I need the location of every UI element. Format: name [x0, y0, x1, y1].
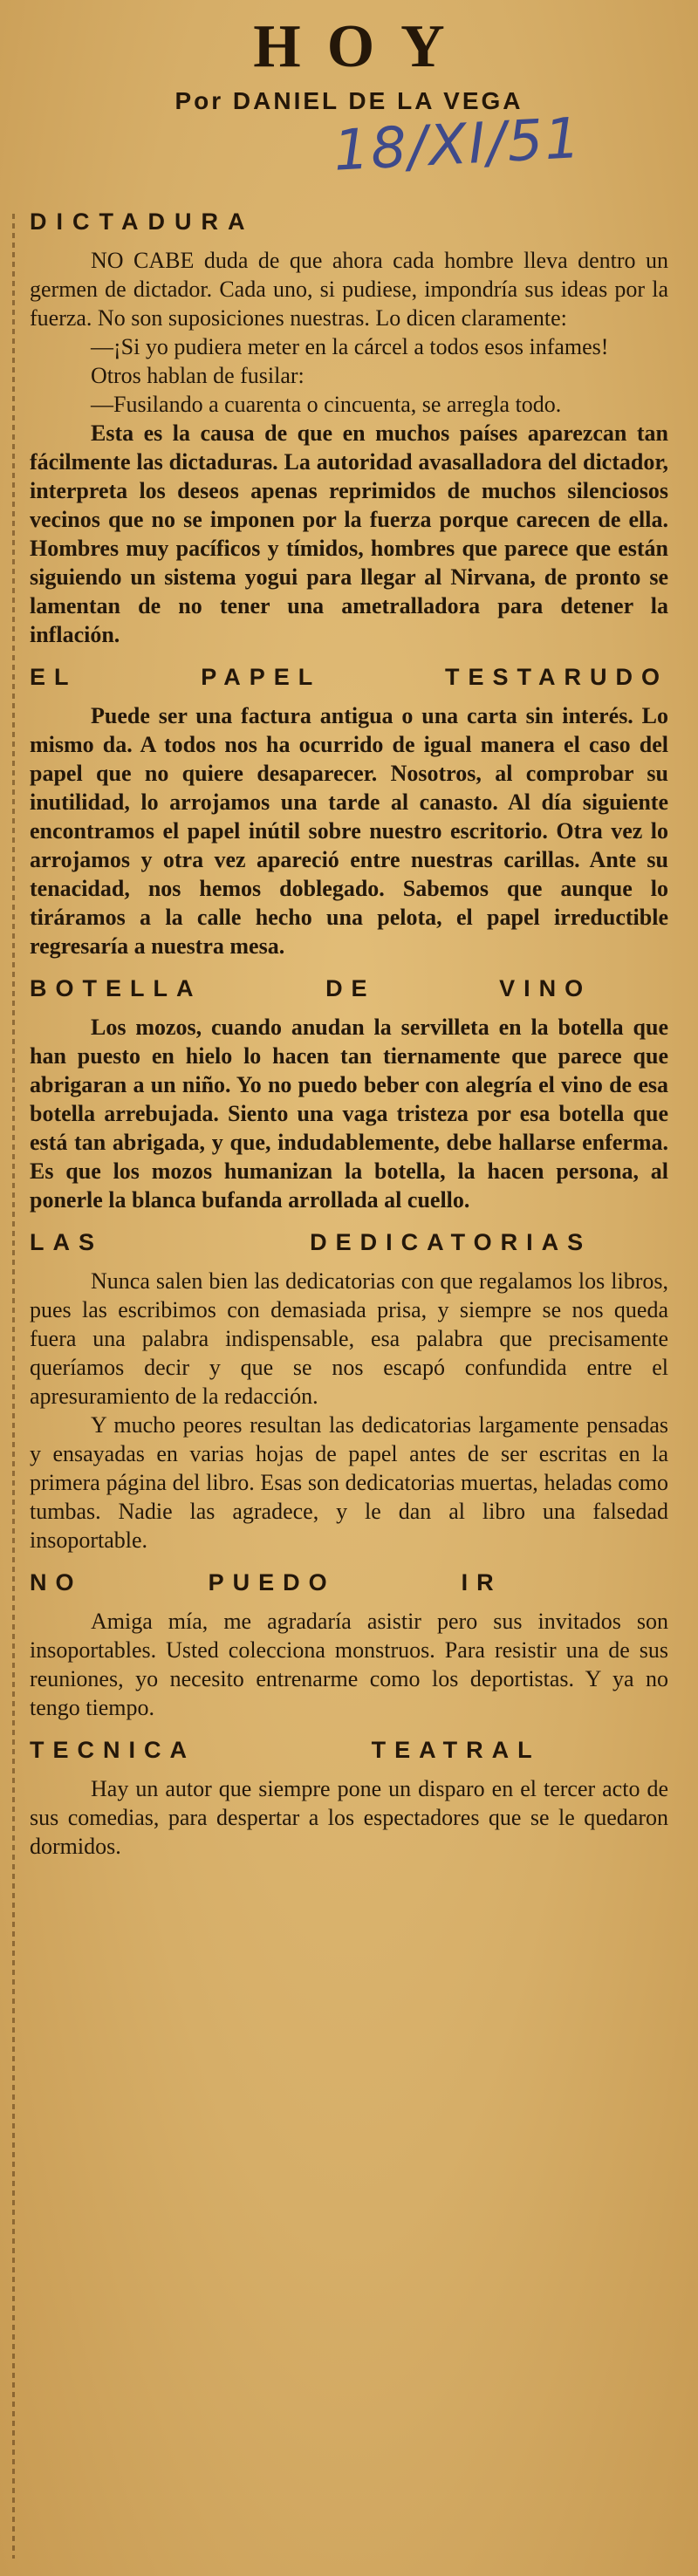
- paragraph: Hay un autor que siempre pone un disparo en el tercer acto de sus comedias, para despertar a los espectadores que se le quedaron dormidos.: [30, 1776, 668, 1859]
- heading-word: PUEDO: [208, 1569, 336, 1595]
- heading-word: NO: [30, 1569, 83, 1595]
- section-heading: [30, 1225, 592, 1260]
- section-tecnica-teatral: [30, 1732, 668, 1861]
- section-botella-de-vino: [30, 971, 668, 1214]
- section-heading: [30, 659, 668, 694]
- heading-word: DICTADURA: [30, 208, 255, 235]
- section-las-dedicatorias: [30, 1225, 668, 1554]
- paragraph: Amiga mía, me agradaría asistir pero sus invitados son insoportables. Usted colecciona monstruos. Para resistir una de sus reuniones, yo necesito entrenarme como los deportistas. Y ya no tengo tiempo.: [30, 1609, 668, 1720]
- byline: Por DANIEL DE LA VEGA: [174, 87, 524, 114]
- section-heading: [30, 1732, 541, 1767]
- paragraph: Otros hablan de fusilar:: [91, 363, 305, 388]
- heading-word: BOTELLA: [30, 975, 202, 1001]
- heading-word: EL: [30, 664, 78, 690]
- heading-word: PAPEL: [201, 664, 322, 690]
- paragraph: Puede ser una factura antigua o una carta sin interés. Lo mismo da. A todos nos ha ocurrido de igual manera el caso del papel que no quiere desaparecer. Nosotros, al comprobar su inutilidad, lo arrojamos una tarde al canasto. Al día siguiente encontramos el papel inútil sobre nuestro escritorio. Otra vez lo arrojamos y otra vez apareció entre nuestras carillas. Ante su tenacidad, nos hemos doblegado. Sabemos que aunque lo tiráramos a la calle hecho una pelota, el papel irreductible regresaría a nuestra mesa.: [30, 703, 668, 959]
- handwritten-date: 18/XI/51: [332, 106, 584, 184]
- paragraph: NO CABE duda de que ahora cada hombre lleva dentro un germen de dictador. Cada uno, si pudiese, impondría sus ideas por la fuerza. No son suposiciones nuestras. Lo dicen claramente:: [30, 248, 668, 331]
- masthead: [30, 12, 668, 194]
- paragraph: Esta es la causa de que en muchos países aparezcan tan fácilmente las dictaduras. La autoridad avasalladora del dictador, interpreta los deseos apenas reprimidos de muchos silenciosos vecinos que no se imponen por la fuerza porque carecen de ella. Hombres muy pacíficos y tímidos, hombres que parece que están siguiendo un sistema yogui para llegar al Nirvana, de pronto se lamentan de no tener una ametralladora para detener la inflación.: [30, 420, 668, 647]
- paragraph-quote: —¡Si yo pudiera meter en la cárcel a todos esos infames!: [91, 334, 609, 359]
- section-heading: [30, 971, 592, 1006]
- heading-word: DE: [325, 975, 376, 1001]
- heading-word: TESTARUDO: [445, 664, 668, 690]
- paragraph: Y mucho peores resultan las dedicatorias largamente pensadas y ensayadas en varias hojas de papel antes de ser escritas en la primera página del libro. Esas son dedicatorias muertas, heladas como tumbas. Nadie las agradece, y le dan al libro una falsedad insoportable.: [30, 1412, 668, 1553]
- heading-word: IR: [461, 1569, 503, 1595]
- section-no-puedo-ir: [30, 1565, 668, 1722]
- paragraph: Los mozos, cuando anudan la servilleta en la botella que han puesto en hielo lo hacen tan tiernamente que parece que abrigaran a un niño. Yo no puedo beber con alegría el vino de esa botella arrebujada. Siento una vaga tristeza por esa botella que está tan abrigada, y que, indudablemente, debe hallarse enferma. Es que los mozos humanizan la botella, la hacen persona, al ponerle la blanca bufanda arrollada al cuello.: [30, 1015, 668, 1213]
- heading-word: LAS: [30, 1229, 103, 1255]
- column-rule: [12, 214, 15, 2559]
- section-dictadura: [30, 204, 668, 649]
- section-heading: [30, 204, 668, 239]
- paragraph: Nunca salen bien las dedicatorias con que regalamos los libros, pues las escribimos con demasiada prisa, y siempre se nos queda fuera una palabra indispensable, esa palabra que precisamente queríamos decir y que se nos escapó confundida entre el apresuramiento de la redacción.: [30, 1268, 668, 1409]
- paragraph-quote: —Fusilando a cuarenta o cincuenta, se arregla todo.: [91, 392, 562, 417]
- heading-word: TECNICA: [30, 1737, 195, 1763]
- heading-word: DEDICATORIAS: [310, 1229, 592, 1255]
- section-heading: [30, 1565, 503, 1600]
- section-el-papel-testarudo: [30, 659, 668, 960]
- heading-word: VINO: [499, 975, 592, 1001]
- heading-word: TEATRAL: [371, 1737, 541, 1763]
- column-title: HOY: [253, 13, 471, 80]
